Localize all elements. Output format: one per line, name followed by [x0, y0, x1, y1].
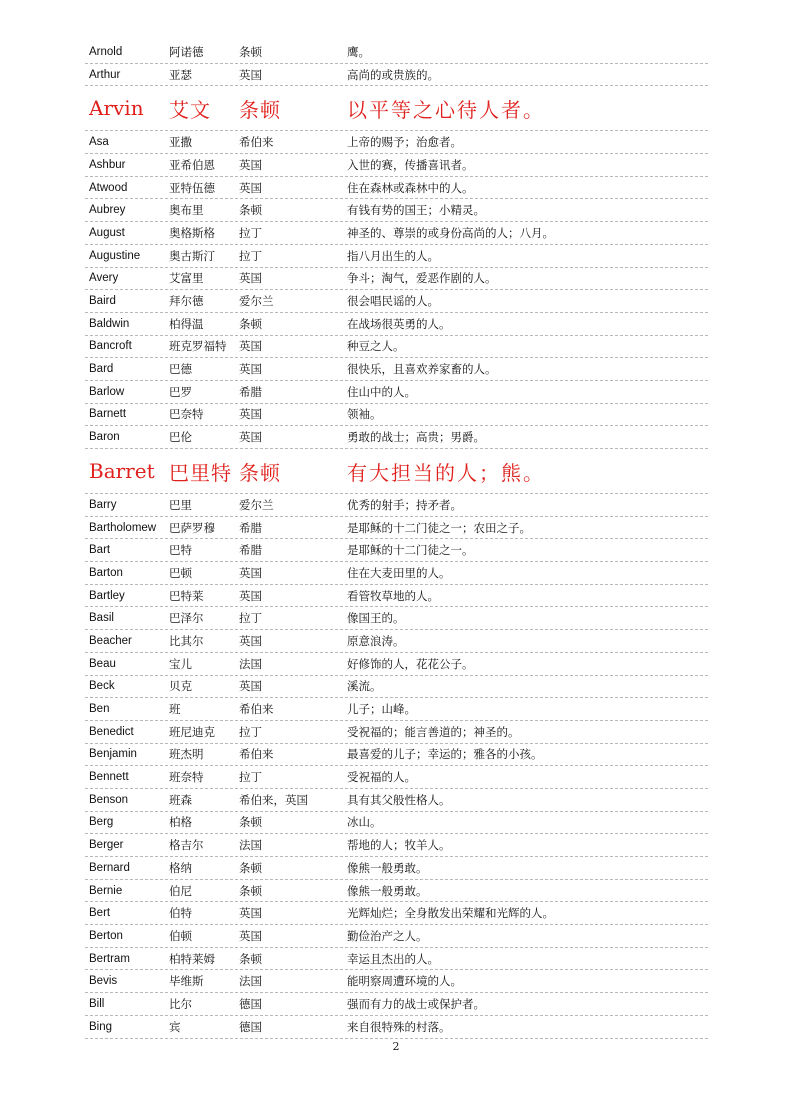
meaning: 来自很特殊的村落。 [347, 1019, 451, 1034]
english-name: Bevis [89, 975, 118, 988]
meaning: 具有其父般性格人。 [347, 792, 451, 807]
chinese-name: 巴德 [169, 362, 192, 377]
meaning: 指八月出生的人。 [347, 248, 439, 263]
chinese-name: 格纳 [169, 860, 192, 875]
name-row [85, 902, 708, 925]
chinese-name: 伯顿 [169, 928, 192, 943]
chinese-name: 格吉尔 [169, 838, 204, 853]
meaning: 高尚的或贵族的。 [347, 67, 439, 82]
chinese-name: 艾富里 [169, 271, 204, 286]
origin: 法国 [239, 974, 262, 989]
origin: 法国 [239, 656, 262, 671]
name-row [85, 222, 708, 245]
origin: 英国 [239, 679, 262, 694]
origin: 条顿 [239, 860, 262, 875]
chinese-name: 巴顿 [169, 565, 192, 580]
english-name: Berger [89, 839, 124, 852]
chinese-name: 奥布里 [169, 203, 204, 218]
highlighted-name-row [85, 449, 708, 494]
chinese-name: 柏特莱姆 [169, 951, 215, 966]
english-name: Bernard [89, 861, 130, 874]
meaning: 领袖。 [347, 407, 382, 422]
english-name: Asa [89, 136, 109, 149]
meaning: 有大担当的人；熊。 [347, 460, 545, 485]
chinese-name: 阿诺德 [169, 44, 204, 59]
meaning: 帮地的人；牧羊人。 [347, 838, 451, 853]
meaning: 是耶稣的十二门徒之一；农田之子。 [347, 520, 531, 535]
chinese-name: 班尼迪克 [169, 724, 215, 739]
chinese-name: 拜尔德 [169, 294, 204, 309]
name-row [85, 721, 708, 744]
name-row [85, 1016, 708, 1039]
chinese-name: 巴伦 [169, 430, 192, 445]
name-row [85, 653, 708, 676]
meaning: 溪流。 [347, 679, 382, 694]
origin: 条顿 [239, 460, 281, 485]
chinese-name: 柏格 [169, 815, 192, 830]
english-name: Bert [89, 907, 111, 920]
meaning: 能明察周遭环境的人。 [347, 974, 462, 989]
chinese-name: 巴萨罗穆 [169, 520, 215, 535]
name-row [85, 880, 708, 903]
english-name: Baird [89, 295, 116, 308]
page-number: 2 [392, 1040, 400, 1053]
origin: 英国 [239, 430, 262, 445]
english-name: Aubrey [89, 204, 126, 217]
english-name: Arnold [89, 45, 123, 58]
chinese-name: 毕维斯 [169, 974, 204, 989]
english-name: Bartholomew [89, 521, 157, 534]
chinese-name: 奥古斯汀 [169, 248, 215, 263]
name-row [85, 834, 708, 857]
origin: 英国 [239, 588, 262, 603]
name-row [85, 562, 708, 585]
meaning: 受祝福的人。 [347, 770, 416, 785]
name-row [85, 676, 708, 699]
name-table [85, 41, 708, 1039]
name-row [85, 789, 708, 812]
chinese-name: 班奈特 [169, 770, 204, 785]
name-row [85, 290, 708, 313]
origin: 拉丁 [239, 225, 262, 240]
name-row [85, 64, 708, 87]
origin: 条顿 [239, 203, 262, 218]
origin: 条顿 [239, 44, 262, 59]
english-name: Bernie [89, 884, 123, 897]
meaning: 很会唱民谣的人。 [347, 294, 439, 309]
english-name: Barry [89, 498, 117, 511]
origin: 英国 [239, 407, 262, 422]
origin: 英国 [239, 362, 262, 377]
origin: 德国 [239, 1019, 262, 1034]
meaning: 住在大麦田里的人。 [347, 565, 451, 580]
meaning: 争斗；淘气，爱恶作剧的人。 [347, 271, 497, 286]
origin: 条顿 [239, 951, 262, 966]
origin: 爱尔兰 [239, 497, 274, 512]
chinese-name: 宝儿 [169, 656, 192, 671]
chinese-name: 巴特 [169, 543, 192, 558]
chinese-name: 班 [169, 702, 181, 717]
origin: 条顿 [239, 883, 262, 898]
english-name: Bartley [89, 589, 125, 602]
origin: 英国 [239, 633, 262, 648]
origin: 英国 [239, 180, 262, 195]
name-row [85, 177, 708, 200]
meaning: 勤俭治产之人。 [347, 928, 428, 943]
english-name: Barlow [89, 385, 125, 398]
chinese-name: 亚瑟 [169, 67, 192, 82]
name-row [85, 494, 708, 517]
english-name: August [89, 226, 125, 239]
name-row [85, 426, 708, 449]
name-row [85, 539, 708, 562]
origin: 英国 [239, 928, 262, 943]
name-row [85, 336, 708, 359]
meaning: 最喜爱的儿子；幸运的；雅各的小孩。 [347, 747, 543, 762]
name-row [85, 313, 708, 336]
meaning: 像熊一般勇敢。 [347, 860, 428, 875]
chinese-name: 比其尔 [169, 633, 204, 648]
chinese-name: 宾 [169, 1019, 181, 1034]
chinese-name: 巴罗 [169, 384, 192, 399]
english-name: Benjamin [89, 748, 137, 761]
origin: 希伯来 [239, 702, 274, 717]
name-row [85, 131, 708, 154]
origin: 希伯来 [239, 747, 274, 762]
name-row [85, 358, 708, 381]
origin: 希伯来，英国 [239, 792, 308, 807]
english-name: Atwood [89, 181, 128, 194]
chinese-name: 伯特 [169, 906, 192, 921]
chinese-name: 柏得温 [169, 316, 204, 331]
meaning: 冰山。 [347, 815, 382, 830]
name-row [85, 812, 708, 835]
chinese-name: 亚希伯恩 [169, 157, 215, 172]
name-row [85, 199, 708, 222]
origin: 希腊 [239, 384, 262, 399]
english-name: Baron [89, 431, 120, 444]
name-row [85, 698, 708, 721]
origin: 条顿 [239, 815, 262, 830]
meaning: 神圣的、尊崇的或身份高尚的人；八月。 [347, 225, 554, 240]
origin: 条顿 [239, 316, 262, 331]
name-row [85, 585, 708, 608]
english-name: Benedict [89, 725, 134, 738]
name-row [85, 245, 708, 268]
english-name: Bennett [89, 771, 129, 784]
meaning: 幸运且杰出的人。 [347, 951, 439, 966]
english-name: Berg [89, 816, 114, 829]
origin: 英国 [239, 157, 262, 172]
meaning: 是耶稣的十二门徒之一。 [347, 543, 474, 558]
chinese-name: 巴泽尔 [169, 611, 204, 626]
meaning: 鹰。 [347, 44, 370, 59]
name-row [85, 925, 708, 948]
meaning: 看管牧草地的人。 [347, 588, 439, 603]
name-row [85, 41, 708, 64]
meaning: 有钱有势的国王；小精灵。 [347, 203, 485, 218]
chinese-name: 巴里 [169, 497, 192, 512]
origin: 拉丁 [239, 248, 262, 263]
chinese-name: 比尔 [169, 996, 192, 1011]
highlighted-name-row [85, 86, 708, 131]
name-row [85, 154, 708, 177]
english-name: Benson [89, 793, 129, 806]
origin: 希伯来 [239, 135, 274, 150]
chinese-name: 亚特伍德 [169, 180, 215, 195]
meaning: 光辉灿烂；全身散发出荣耀和光辉的人。 [347, 906, 554, 921]
meaning: 像熊一般勇敢。 [347, 883, 428, 898]
origin: 德国 [239, 996, 262, 1011]
chinese-name: 亚撒 [169, 135, 192, 150]
name-row [85, 630, 708, 653]
meaning: 优秀的射手；持矛者。 [347, 497, 462, 512]
meaning: 原意浪涛。 [347, 633, 405, 648]
origin: 英国 [239, 906, 262, 921]
origin: 希腊 [239, 543, 262, 558]
english-name: Arvin [89, 96, 144, 121]
origin: 希腊 [239, 520, 262, 535]
chinese-name: 班杰明 [169, 747, 204, 762]
meaning: 上帝的赐予；治愈者。 [347, 135, 462, 150]
origin: 爱尔兰 [239, 294, 274, 309]
meaning: 入世的赛，传播喜讯者。 [347, 157, 474, 172]
meaning: 强而有力的战士或保护者。 [347, 996, 485, 1011]
meaning: 受祝福的；能言善道的；神圣的。 [347, 724, 520, 739]
name-row [85, 993, 708, 1016]
english-name: Basil [89, 612, 114, 625]
chinese-name: 伯尼 [169, 883, 192, 898]
english-name: Bart [89, 544, 111, 557]
english-name: Bing [89, 1020, 113, 1033]
english-name: Beck [89, 680, 115, 693]
meaning: 住在森林或森林中的人。 [347, 180, 474, 195]
english-name: Barret [89, 459, 155, 483]
chinese-name: 巴奈特 [169, 407, 204, 422]
name-row [85, 381, 708, 404]
name-row [85, 404, 708, 427]
name-row [85, 948, 708, 971]
english-name: Avery [89, 272, 119, 285]
name-row [85, 744, 708, 767]
english-name: Arthur [89, 68, 121, 81]
meaning: 儿子；山峰。 [347, 702, 416, 717]
chinese-name: 班克罗福特 [169, 339, 227, 354]
chinese-name: 贝克 [169, 679, 192, 694]
meaning: 好修饰的人，花花公子。 [347, 656, 474, 671]
english-name: Ben [89, 703, 110, 716]
chinese-name: 奥格斯格 [169, 225, 215, 240]
chinese-name: 巴里特 [169, 460, 232, 485]
origin: 英国 [239, 565, 262, 580]
origin: 条顿 [239, 97, 281, 122]
name-row [85, 970, 708, 993]
meaning: 像国王的。 [347, 611, 405, 626]
chinese-name: 巴特莱 [169, 588, 204, 603]
name-row [85, 517, 708, 540]
english-name: Bertram [89, 952, 130, 965]
origin: 拉丁 [239, 770, 262, 785]
english-name: Bard [89, 363, 114, 376]
meaning: 住山中的人。 [347, 384, 416, 399]
origin: 拉丁 [239, 724, 262, 739]
english-name: Baldwin [89, 317, 130, 330]
name-row [85, 607, 708, 630]
english-name: Bancroft [89, 340, 132, 353]
meaning: 在战场很英勇的人。 [347, 316, 451, 331]
origin: 拉丁 [239, 611, 262, 626]
name-row [85, 857, 708, 880]
chinese-name: 班森 [169, 792, 192, 807]
origin: 英国 [239, 271, 262, 286]
english-name: Beacher [89, 634, 132, 647]
meaning: 很快乐，且喜欢养家畜的人。 [347, 362, 497, 377]
name-row [85, 268, 708, 291]
english-name: Ashbur [89, 158, 126, 171]
english-name: Augustine [89, 249, 141, 262]
name-row [85, 766, 708, 789]
english-name: Berton [89, 929, 123, 942]
english-name: Beau [89, 657, 116, 670]
english-name: Barton [89, 566, 123, 579]
english-name: Barnett [89, 408, 127, 421]
meaning: 以平等之心待人者。 [347, 97, 545, 122]
chinese-name: 艾文 [169, 97, 211, 122]
origin: 英国 [239, 339, 262, 354]
origin: 英国 [239, 67, 262, 82]
origin: 法国 [239, 838, 262, 853]
meaning: 种豆之人。 [347, 339, 405, 354]
english-name: Bill [89, 997, 105, 1010]
meaning: 勇敢的战士；高贵；男爵。 [347, 430, 485, 445]
